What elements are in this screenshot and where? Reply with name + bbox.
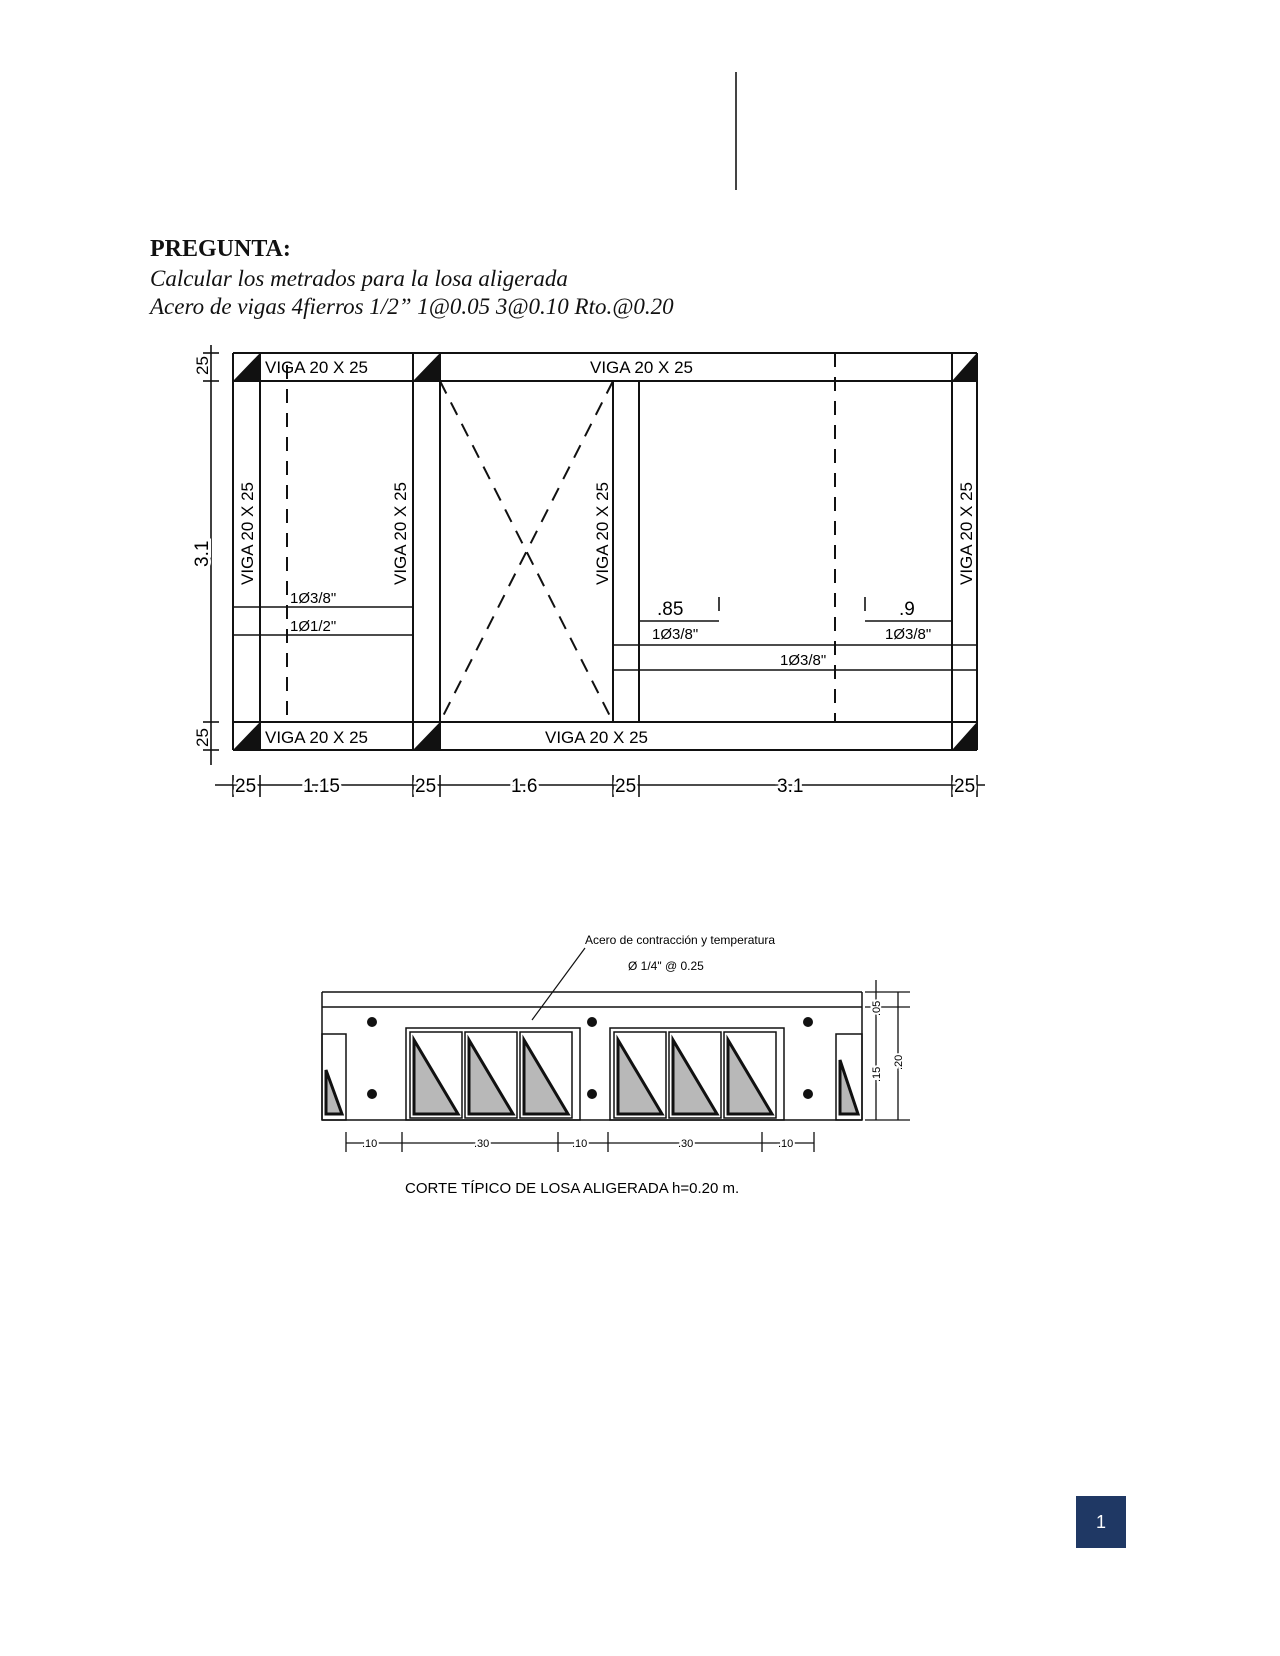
dim-bottom-5: 25 bbox=[615, 776, 637, 797]
section-dim-bottom-3: .10 bbox=[572, 1138, 588, 1150]
beam-label-bottom-right: VIGA 20 X 25 bbox=[545, 728, 649, 747]
dim-left-top: 25 bbox=[193, 356, 212, 375]
col-beam-label-2: VIGA 20 X 25 bbox=[391, 481, 410, 585]
col-beam-label-3: VIGA 20 X 25 bbox=[593, 481, 612, 585]
rebar-label-left-bottom: 1Ø1/2" bbox=[290, 618, 337, 635]
section-dim-right-1: .05 bbox=[871, 1000, 883, 1016]
dim-left-bottom: 25 bbox=[193, 728, 212, 747]
question-line-2: Acero de vigas 4fierros 1/2” 1@0.05 3@0.10 Rto.@0.20 bbox=[150, 294, 674, 319]
col-beam-label-1: VIGA 20 X 25 bbox=[238, 481, 257, 585]
dim-left-mid: 3.1 bbox=[192, 540, 213, 567]
section-dim-right-3: .20 bbox=[893, 1054, 905, 1070]
header-divider bbox=[735, 72, 737, 190]
question-heading: PREGUNTA: bbox=[150, 236, 291, 262]
section-dim-right-2: .15 bbox=[871, 1066, 883, 1082]
dim-bottom-3: 25 bbox=[415, 776, 437, 797]
section-dim-bottom-1: .10 bbox=[362, 1138, 378, 1150]
beam-label-bottom-left: VIGA 20 X 25 bbox=[265, 728, 369, 747]
section-dim-bottom-5: .10 bbox=[778, 1138, 794, 1150]
question-line-1: Calcular los metrados para la losa aligerada bbox=[150, 266, 568, 291]
dim-bottom-1: 25 bbox=[235, 776, 257, 797]
col-beam-label-4: VIGA 20 X 25 bbox=[957, 481, 976, 585]
page-number: 1 bbox=[1076, 1496, 1126, 1548]
dim-label-085: .85 bbox=[657, 599, 684, 620]
section-dim-bottom-2: .30 bbox=[474, 1138, 490, 1150]
rebar-label-long: 1Ø3/8" bbox=[780, 652, 827, 669]
rebar-label-right: 1Ø3/8" bbox=[885, 626, 932, 643]
dim-bottom-2: 1.15 bbox=[303, 776, 340, 797]
dim-bottom-6: 3.1 bbox=[777, 776, 804, 797]
rebar-label-mid: 1Ø3/8" bbox=[652, 626, 699, 643]
section-caption: CORTE TÍPICO DE LOSA ALIGERADA h=0.20 m. bbox=[405, 1180, 740, 1197]
slab-plan-drawing bbox=[192, 345, 1005, 805]
beam-label-top-right: VIGA 20 X 25 bbox=[590, 358, 694, 377]
section-label-spacing: Ø 1/4" @ 0.25 bbox=[628, 959, 704, 973]
section-label-steel: Acero de contracción y temperatura bbox=[585, 933, 776, 947]
section-dim-bottom-4: .30 bbox=[678, 1138, 694, 1150]
beam-label-top-left: VIGA 20 X 25 bbox=[265, 358, 369, 377]
dim-bottom-7: 25 bbox=[954, 776, 976, 797]
dim-label-09: .9 bbox=[899, 599, 915, 620]
rebar-label-left-top: 1Ø3/8" bbox=[290, 590, 337, 607]
dim-bottom-4: 1.6 bbox=[511, 776, 538, 797]
slab-section-drawing bbox=[310, 930, 950, 1200]
